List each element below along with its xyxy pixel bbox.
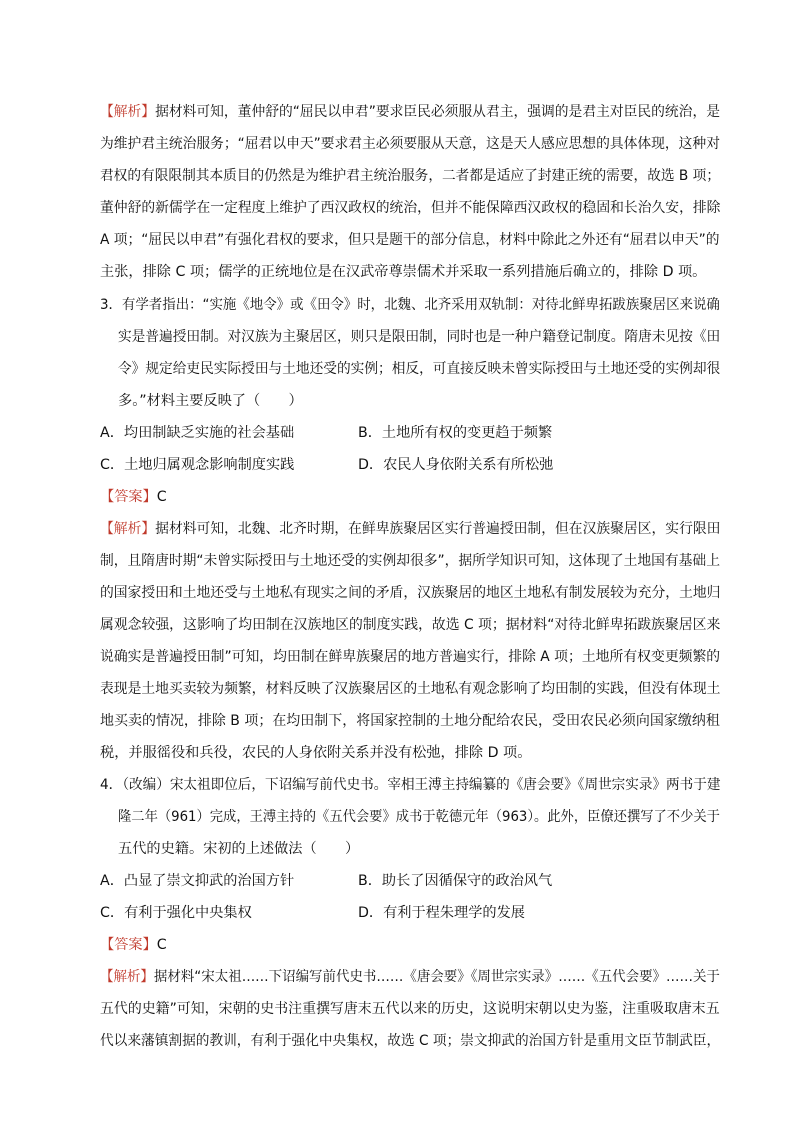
analysis-line: 制，且隋唐时期“未曾实际授田与土地还受的实例却很多”，据所学知识可知，这体现了土地国有基础上 [100,553,720,569]
question-4-line: 五代的史籍。宋初的上述做法（ ） [118,841,360,857]
option-b: B．土地所有权的变更趋于频繁 [358,425,553,441]
analysis-line: 君权的有限限制其本质目的仍然是为维护君主统治服务，二者都是适应了封建正统的需要，故选 B 项； [100,168,721,184]
option-b: B．助长了因循保守的政治风气 [358,873,553,889]
analysis-line: 【解析】据材料“宋太祖……下诏编写前代史书……《唐会要》《周世宗实录》……《五代会要》……关于 [100,969,720,985]
question-3-line: 令》规定给吏民实际授田与土地还受的实例；相反，可直接反映未曾实际授田与土地还受的实例却很 [118,361,721,377]
analysis-line: 地买卖的情况，排除 B 项；在均田制下，将国家控制的土地分配给农民，受田农民必须向国家缴纳租 [100,713,720,729]
question-3-line: 多。”材料主要反映了（ ） [118,393,303,409]
analysis-line: 董仲舒的新儒学在一定程度上维护了西汉政权的统治，但并不能保障西汉政权的稳固和长治久安，排除 [100,200,721,216]
analysis-tag: 【解析】 [100,969,154,985]
analysis-line: 主张，排除 C 项；儒学的正统地位是在汉武帝尊崇儒术并采取一系列措施后确立的，排除 D 项。 [100,264,707,280]
analysis-line: 说确实是普遍授田制”可知，均田制在鲜卑族聚居的地方普遍实行，排除 A 项；土地所有权变更频繁的 [100,649,721,665]
answer-tag: 【答案】 [100,937,157,953]
answer-line [100,935,167,955]
option-a: A．均田制缺乏实施的社会基础 [100,425,295,441]
analysis-line: 【解析】据材料可知，董仲舒的“屈民以申君”要求臣民必须服从君主，强调的是君主对臣民的统治，是 [100,104,720,120]
question-3-line: 3．有学者指出：“实施《地令》或《田令》时，北魏、北齐采用双轨制：对待北鲜卑拓跋族聚居区来说确 [100,297,720,313]
option-c: C．土地归属观念影响制度实践 [100,457,295,473]
option-d: D．有利于程朱理学的发展 [358,905,525,921]
analysis-line: 代以来藩镇割据的教训，有利于强化中央集权，故选 C 项；崇文抑武的治国方针是重用文臣节制武臣， [100,1033,721,1049]
answer-line [100,487,167,507]
question-4-line: 隆二年（961）完成，王溥主持的《五代会要》成书于乾德元年（963）。此外，臣僚还撰写了不少关于 [118,809,720,825]
answer-tag: 【答案】 [100,489,157,505]
analysis-line: 税，并服徭役和兵役，农民的人身依附关系并没有松弛，排除 D 项。 [100,745,532,761]
analysis-tag: 【解析】 [100,521,156,537]
analysis-line: 表现是土地买卖较为频繁，材料反映了汉族聚居区的土地私有观念影响了均田制的实践，但没有体现土 [100,681,721,697]
analysis-line: A 项；“屈民以申君”有强化君权的要求，但只是题干的部分信息，材料中除此之外还有“屈君以申天”的 [100,232,720,248]
question-3-line: 实是普遍授田制。对汉族为主聚居区，则只是限田制，同时也是一种户籍登记制度。隋唐未见按《田 [118,329,721,345]
question-4-line: 4．（改编）宋太祖即位后，下诏编写前代史书。宰相王溥主持编纂的《唐会要》《周世宗实录》两书于建 [100,777,721,793]
analysis-tag: 【解析】 [100,104,156,120]
analysis-line: 【解析】据材料可知，北魏、北齐时期，在鲜卑族聚居区实行普遍授田制，但在汉族聚居区，实行限田 [100,521,721,537]
analysis-line: 的国家授田和土地还受与土地私有现实之间的矛盾，汉族聚居的地区土地私有制发展较为充分，土地归 [100,585,721,601]
answer-value: C [156,489,167,505]
analysis-line: 为维护君主统治服务；“屈君以申天”要求君主必须要服从天意，这是天人感应思想的具体体现，这种对 [100,136,720,152]
analysis-line: 属观念较强，这影响了均田制在汉族地区的制度实践，故选 C 项；据材料“对待北鲜卑拓跋族聚居区来 [100,617,721,633]
analysis-line: 五代的史籍”可知，宋朝的史书注重撰写唐末五代以来的历史，这说明宋朝以史为鉴，注重吸取唐末五 [100,1001,720,1017]
option-d: D．农民人身依附关系有所松弛 [358,457,554,473]
option-a: A．凸显了崇文抑武的治国方针 [100,873,295,889]
answer-value: C [156,937,167,953]
option-c: C．有利于强化中央集权 [100,905,252,921]
